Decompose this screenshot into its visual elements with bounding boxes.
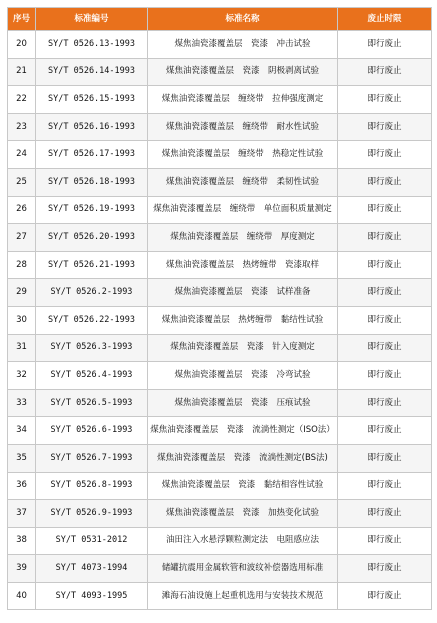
cell-name: 煤焦油瓷漆覆盖层 缠绕带 单位面积质量测定 xyxy=(148,196,338,224)
cell-no: 26 xyxy=(8,196,36,224)
cell-name: 煤焦油瓷漆覆盖层 瓷漆 流淌性测定(BS法) xyxy=(148,444,338,472)
cell-status: 即行废止 xyxy=(338,58,432,86)
cell-name: 煤焦油瓷漆覆盖层 缠绕带 拉伸强度测定 xyxy=(148,86,338,114)
cell-status: 即行废止 xyxy=(338,472,432,500)
table-row xyxy=(8,527,432,555)
cell-name: 煤焦油瓷漆覆盖层 缠绕带 厚度测定 xyxy=(148,224,338,252)
header-status: 废止时限 xyxy=(338,8,432,31)
cell-status: 即行废止 xyxy=(338,555,432,583)
cell-status: 即行废止 xyxy=(338,113,432,141)
cell-name: 油田注入水悬浮颗粒测定法 电阻感应法 xyxy=(148,527,338,555)
table-row xyxy=(8,306,432,334)
cell-status: 即行废止 xyxy=(338,500,432,528)
table-row xyxy=(8,58,432,86)
cell-no: 40 xyxy=(8,582,36,610)
cell-no: 31 xyxy=(8,334,36,362)
cell-code: SY/T 0526.4-1993 xyxy=(36,362,148,390)
cell-no: 38 xyxy=(8,527,36,555)
table-row xyxy=(8,251,432,279)
cell-name: 煤焦油瓷漆覆盖层 瓷漆 冲击试验 xyxy=(148,31,338,59)
cell-no: 20 xyxy=(8,31,36,59)
cell-no: 36 xyxy=(8,472,36,500)
header-name: 标准名称 xyxy=(148,8,338,31)
cell-code: SY/T 0526.2-1993 xyxy=(36,279,148,307)
cell-name: 滩海石油设施上起重机选用与安装技术规范 xyxy=(148,582,338,610)
cell-name: 煤焦油瓷漆覆盖层 缠绕带 耐水性试验 xyxy=(148,113,338,141)
table-row xyxy=(8,113,432,141)
header-row xyxy=(8,8,432,31)
cell-name: 煤焦油瓷漆覆盖层 热烤缠带 黏结性试验 xyxy=(148,306,338,334)
cell-name: 煤焦油瓷漆覆盖层 瓷漆 流淌性测定（ISO法） xyxy=(148,417,338,445)
cell-name: 储罐抗震用金属软管和波纹补偿器选用标准 xyxy=(148,555,338,583)
cell-status: 即行废止 xyxy=(338,362,432,390)
cell-status: 即行废止 xyxy=(338,196,432,224)
cell-status: 即行废止 xyxy=(338,389,432,417)
cell-name: 煤焦油瓷漆覆盖层 瓷漆 加热变化试验 xyxy=(148,500,338,528)
cell-no: 28 xyxy=(8,251,36,279)
cell-name: 煤焦油瓷漆覆盖层 瓷漆 针入度测定 xyxy=(148,334,338,362)
cell-code: SY/T 0526.6-1993 xyxy=(36,417,148,445)
cell-no: 35 xyxy=(8,444,36,472)
cell-status: 即行废止 xyxy=(338,31,432,59)
cell-code: SY/T 0526.15-1993 xyxy=(36,86,148,114)
cell-no: 33 xyxy=(8,389,36,417)
cell-status: 即行废止 xyxy=(338,334,432,362)
table-row xyxy=(8,86,432,114)
cell-code: SY/T 0526.20-1993 xyxy=(36,224,148,252)
cell-code: SY/T 0526.7-1993 xyxy=(36,444,148,472)
table-header xyxy=(8,8,432,31)
cell-status: 即行废止 xyxy=(338,279,432,307)
cell-status: 即行废止 xyxy=(338,251,432,279)
header-code: 标准编号 xyxy=(36,8,148,31)
cell-status: 即行废止 xyxy=(338,444,432,472)
cell-status: 即行废止 xyxy=(338,582,432,610)
cell-status: 即行废止 xyxy=(338,224,432,252)
table-row xyxy=(8,196,432,224)
cell-no: 22 xyxy=(8,86,36,114)
cell-status: 即行废止 xyxy=(338,141,432,169)
cell-code: SY/T 0526.21-1993 xyxy=(36,251,148,279)
cell-no: 29 xyxy=(8,279,36,307)
standards-table xyxy=(7,7,432,610)
cell-no: 24 xyxy=(8,141,36,169)
table-row xyxy=(8,417,432,445)
cell-name: 煤焦油瓷漆覆盖层 瓷漆 试样准备 xyxy=(148,279,338,307)
cell-code: SY/T 0526.14-1993 xyxy=(36,58,148,86)
cell-code: SY/T 0526.8-1993 xyxy=(36,472,148,500)
table-row xyxy=(8,279,432,307)
cell-name: 煤焦油瓷漆覆盖层 缠绕带 柔韧性试验 xyxy=(148,168,338,196)
cell-code: SY/T 0526.3-1993 xyxy=(36,334,148,362)
cell-status: 即行废止 xyxy=(338,527,432,555)
cell-no: 37 xyxy=(8,500,36,528)
cell-code: SY/T 4073-1994 xyxy=(36,555,148,583)
cell-no: 23 xyxy=(8,113,36,141)
cell-name: 煤焦油瓷漆覆盖层 缠绕带 热稳定性试验 xyxy=(148,141,338,169)
cell-no: 39 xyxy=(8,555,36,583)
cell-name: 煤焦油瓷漆覆盖层 瓷漆 压痕试验 xyxy=(148,389,338,417)
cell-status: 即行废止 xyxy=(338,168,432,196)
table-row xyxy=(8,472,432,500)
cell-status: 即行废止 xyxy=(338,86,432,114)
cell-code: SY/T 0526.18-1993 xyxy=(36,168,148,196)
cell-code: SY/T 0526.5-1993 xyxy=(36,389,148,417)
cell-name: 煤焦油瓷漆覆盖层 瓷漆 阴极剥离试验 xyxy=(148,58,338,86)
cell-no: 34 xyxy=(8,417,36,445)
cell-code: SY/T 0526.22-1993 xyxy=(36,306,148,334)
table-row xyxy=(8,582,432,610)
cell-no: 27 xyxy=(8,224,36,252)
cell-no: 21 xyxy=(8,58,36,86)
table-row xyxy=(8,224,432,252)
header-no: 序号 xyxy=(8,8,36,31)
table-row xyxy=(8,168,432,196)
cell-code: SY/T 0526.17-1993 xyxy=(36,141,148,169)
cell-name: 煤焦油瓷漆覆盖层 热烤缠带 瓷漆取样 xyxy=(148,251,338,279)
table-row xyxy=(8,500,432,528)
cell-code: SY/T 0526.9-1993 xyxy=(36,500,148,528)
cell-no: 30 xyxy=(8,306,36,334)
cell-code: SY/T 0531-2012 xyxy=(36,527,148,555)
table-row xyxy=(8,362,432,390)
cell-status: 即行废止 xyxy=(338,417,432,445)
table-row xyxy=(8,389,432,417)
table-row xyxy=(8,444,432,472)
cell-code: SY/T 0526.13-1993 xyxy=(36,31,148,59)
cell-status: 即行废止 xyxy=(338,306,432,334)
cell-code: SY/T 0526.19-1993 xyxy=(36,196,148,224)
cell-name: 煤焦油瓷漆覆盖层 瓷漆 黏结相容性试验 xyxy=(148,472,338,500)
table-row xyxy=(8,31,432,59)
cell-code: SY/T 0526.16-1993 xyxy=(36,113,148,141)
cell-no: 25 xyxy=(8,168,36,196)
table-row xyxy=(8,141,432,169)
table-body xyxy=(8,31,432,610)
cell-code: SY/T 4093-1995 xyxy=(36,582,148,610)
table-row xyxy=(8,334,432,362)
cell-no: 32 xyxy=(8,362,36,390)
table-row xyxy=(8,555,432,583)
cell-name: 煤焦油瓷漆覆盖层 瓷漆 冷弯试验 xyxy=(148,362,338,390)
